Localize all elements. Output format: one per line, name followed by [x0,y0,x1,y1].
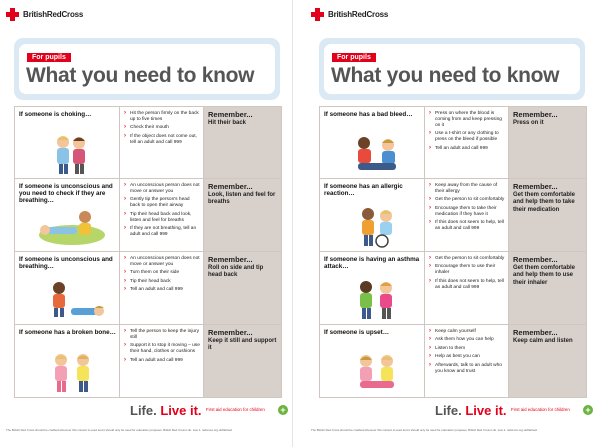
row-question: If someone is unconscious and breathing… [19,256,113,271]
red-cross-icon [6,8,19,21]
row-steps [424,325,508,397]
remember-text: Roll on side and tip head back [208,265,264,279]
remember-title: Remember... [208,328,253,337]
remember-text: Look, listen and feel for breaths [208,192,276,206]
step-item: › Keep calm yourself [429,329,505,335]
row-question: If someone is upset… [324,329,390,336]
fine-print: The British Red Cross should be credited wherever this content is used and it should only be used for education purposes. British Red Cross Life. Live it. redcross.org.uk/lifeliveit [6,428,233,432]
recovery-position-illustration-icon [37,278,107,321]
row-question: If someone is choking… [19,111,92,118]
bleeding-illustration-icon [342,133,412,176]
step-item: › Tell the person to keep the injury still [124,329,200,341]
step-item: › Listen to them [429,346,505,352]
step-item: › Press on where the blood is coming from and keep pressing on it [429,111,505,129]
remember-text: Hit their back [208,120,247,127]
plus-icon: + [278,405,288,415]
breathing-check-illustration-icon [37,205,107,248]
row-steps [424,252,508,324]
step-item: › An unconscious person does not move or answer you [124,256,200,268]
step-item: › An unconscious person does not move or answer you [124,183,200,195]
remember-text: Press on it [513,120,544,127]
plus-icon: + [583,405,593,415]
brand-name: BritishRedCross [23,9,84,19]
remember-text: Get them comfortable and help them to take their medication [513,192,576,213]
table-row [320,251,586,324]
first-aid-table [319,106,587,398]
table-row [320,107,586,178]
asthma-attack-illustration-icon [342,278,412,321]
step-item: › Encourage them to use their inhaler [429,264,505,276]
remember-title: Remember... [208,255,253,264]
row-steps [119,325,203,397]
step-item: › Keep away from the cause of their allergy [429,183,505,195]
step-item: › Ask them how you can help [429,337,505,343]
step-item: › Check their mouth [124,125,200,131]
audience-tag: For pupils [332,53,376,62]
table-row [15,251,281,324]
remember-box [508,107,586,178]
step-item: › Tell an adult and call 999 [124,358,200,364]
remember-box [508,179,586,251]
remember-box [203,325,281,397]
row-steps [424,179,508,251]
remember-text: Keep it still and support it [208,338,277,352]
footer-tagline: First aid education for children [206,407,265,412]
remember-box [203,107,281,178]
upset-illustration-icon [342,351,412,394]
step-item: › If the object does not come out, tell an adult and call 999 [124,134,200,146]
step-item: › Encourage them to take their medication if they have it [429,206,505,218]
remember-title: Remember... [513,328,558,337]
footer-logo [130,403,290,419]
step-item: › If this does not seem to help, tell an adult and call 999 [429,279,505,291]
table-row [320,178,586,251]
broken-bone-illustration-icon [37,351,107,394]
brand-logo [311,7,388,21]
poster-left [0,0,293,447]
remember-box [508,252,586,324]
remember-box [203,252,281,324]
remember-box [508,325,586,397]
table-row [15,178,281,251]
remember-box [203,179,281,251]
remember-title: Remember... [513,182,558,191]
step-item: › Gently tip the person's head back to open their airway [124,197,200,209]
brand-logo [6,7,83,21]
step-item: › Afterwards, talk to an adult who you know and trust [429,363,505,375]
step-item: › Support it to stop it moving – use their hand, clothes or cushions [124,343,200,355]
step-item: › Use a t-shirt or any clothing to press on the bleed if possible [429,131,505,143]
first-aid-table [14,106,282,398]
choking-illustration-icon [37,133,107,176]
remember-title: Remember... [208,110,253,119]
row-question: If someone is having an asthma attack… [324,256,420,271]
brand-name: BritishRedCross [328,9,389,19]
step-item: › Turn them on their side [124,270,200,276]
step-item: › If they are not breathing, tell an adult and call 999 [124,226,200,238]
step-item: › Tell an adult and call 999 [429,146,505,152]
fine-print: The British Red Cross should be credited wherever this content is used and it should only be used for education purposes. British Red Cross Life. Live it. redcross.org.uk/lifeliveit [311,428,538,432]
step-item: › Hit the person firmly on the back up to five times [124,111,200,123]
audience-tag: For pupils [27,53,71,62]
row-steps [424,107,508,178]
footer-logo [435,403,595,419]
remember-text: Keep calm and listen [513,338,573,345]
step-item: › Help as best you can [429,354,505,360]
row-question: If someone has an allergic reaction… [324,183,403,198]
remember-text: Get them comfortable and help them to use their inhaler [513,265,576,286]
step-item: › Get the person to sit comfortably [429,256,505,262]
red-cross-icon [311,8,324,21]
page-title: What you need to know [331,64,560,87]
title-banner [14,38,280,100]
remember-title: Remember... [208,182,253,191]
step-item: › Get the person to sit comfortably [429,197,505,203]
footer-slogan: Life. Live it. [435,403,507,418]
row-steps [119,179,203,251]
step-item: › Tell an adult and call 999 [124,287,200,293]
remember-title: Remember... [513,255,558,264]
row-question: If someone has a broken bone… [19,329,116,336]
step-item: › Tip their head back and look, listen and feel for breaths [124,212,200,224]
row-steps [119,107,203,178]
step-item: › If this does not seem to help, tell an adult and call 999 [429,220,505,232]
row-question: If someone is unconscious and you need to check if they are breathing… [19,183,113,205]
allergic-reaction-illustration-icon [342,205,412,248]
table-row [15,107,281,178]
table-row [15,324,281,397]
table-row [320,324,586,397]
row-steps [119,252,203,324]
poster-right [305,0,597,447]
page-title: What you need to know [26,64,255,87]
step-item: › Tip their head back [124,279,200,285]
footer-tagline: First aid education for children [511,407,570,412]
footer-slogan: Life. Live it. [130,403,202,418]
row-question: If someone has a bad bleed… [324,111,413,118]
title-banner [319,38,585,100]
remember-title: Remember... [513,110,558,119]
